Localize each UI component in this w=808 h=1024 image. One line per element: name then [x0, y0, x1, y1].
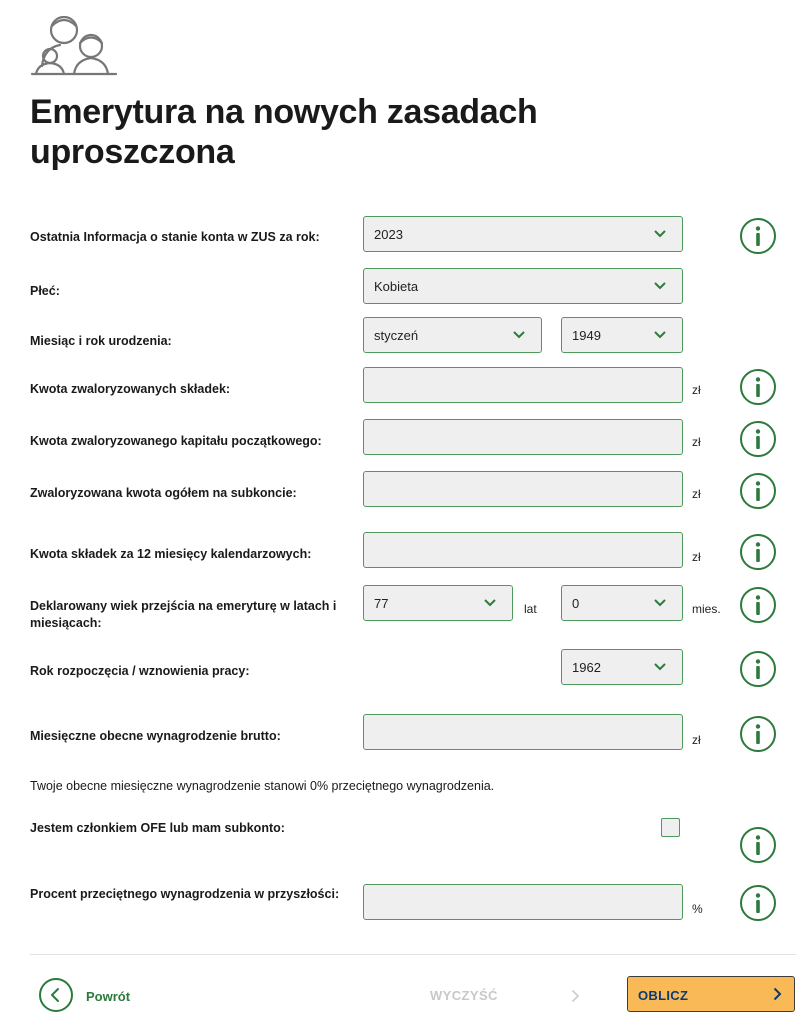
back-button[interactable]	[38, 977, 74, 1013]
retirement-age-label-line-1: Deklarowany wiek przejścia na emeryturę w latach i	[30, 599, 337, 613]
future-salary-percent-input[interactable]	[363, 884, 683, 920]
monthly-salary-label: Miesięczne obecne wynagrodzenie brutto:	[30, 729, 281, 743]
chevron-down-icon	[654, 331, 666, 339]
ofe-member-checkbox[interactable]	[661, 818, 680, 837]
initial-capital-input[interactable]	[363, 419, 683, 455]
currency-unit: zł	[692, 383, 701, 397]
calculate-button-label: OBLICZ	[638, 988, 689, 1003]
statement-year-label: Ostatnia Informacja o stanie konta w ZUS za rok:	[30, 230, 320, 244]
chevron-right-icon	[773, 987, 782, 1001]
chevron-down-icon	[654, 663, 666, 671]
contributions-12m-label: Kwota składek za 12 miesięcy kalendarzowych:	[30, 547, 312, 561]
currency-unit: zł	[692, 733, 701, 747]
salary-percentage-note: Twoje obecne miesięczne wynagrodzenie stanowi 0% przeciętnego wynagrodzenia.	[30, 779, 495, 793]
birth-date-label: Miesiąc i rok urodzenia:	[30, 334, 172, 348]
monthly-salary-input[interactable]	[363, 714, 683, 750]
chevron-down-icon	[654, 230, 666, 238]
retirement-years-value: 77	[374, 596, 389, 611]
work-start-year-label: Rok rozpoczęcia / wznowienia pracy:	[30, 664, 250, 678]
info-icon[interactable]	[739, 884, 777, 922]
valorized-contributions-label: Kwota zwaloryzowanych składek:	[30, 382, 231, 396]
gender-value: Kobieta	[374, 279, 419, 294]
subaccount-total-input[interactable]	[363, 471, 683, 507]
statement-year-select[interactable]	[363, 216, 683, 252]
chevron-down-icon	[484, 599, 496, 607]
birth-month-value: styczeń	[374, 328, 419, 343]
footer-divider	[30, 954, 796, 955]
work-start-year-value: 1962	[572, 660, 601, 675]
chevron-down-icon	[654, 282, 666, 290]
gender-select[interactable]	[363, 268, 683, 304]
future-salary-percent-label: Procent przeciętnego wynagrodzenia w przyszłości:	[30, 887, 340, 901]
page-title-line-2: uproszczona	[30, 133, 235, 171]
people-family-icon	[30, 10, 118, 76]
back-link[interactable]: Powrót	[86, 989, 131, 1004]
info-icon[interactable]	[739, 715, 777, 753]
years-unit: lat	[524, 602, 537, 616]
birth-month-select[interactable]	[363, 317, 542, 353]
currency-unit: zł	[692, 435, 701, 449]
info-icon[interactable]	[739, 826, 777, 864]
work-start-year-select[interactable]	[561, 649, 683, 685]
info-icon[interactable]	[739, 472, 777, 510]
retirement-months-select[interactable]	[561, 585, 683, 621]
subaccount-total-label: Zwaloryzowana kwota ogółem na subkoncie:	[30, 486, 297, 500]
retirement-age-label-line-2: miesiącach:	[30, 616, 102, 630]
clear-button[interactable]: WYCZYŚĆ	[430, 988, 498, 1003]
chevron-down-icon	[513, 331, 525, 339]
gender-label: Płeć:	[30, 284, 60, 298]
ofe-member-label: Jestem członkiem OFE lub mam subkonto:	[30, 821, 285, 835]
page-title	[30, 92, 537, 172]
valorized-contributions-input[interactable]	[363, 367, 683, 403]
statement-year-value: 2023	[374, 227, 403, 242]
page-title-line-1: Emerytura na nowych zasadach	[30, 93, 538, 131]
info-icon[interactable]	[739, 650, 777, 688]
currency-unit: zł	[692, 487, 701, 501]
info-icon[interactable]	[739, 586, 777, 624]
contributions-12m-input[interactable]	[363, 532, 683, 568]
months-unit: mies.	[692, 602, 721, 616]
info-icon[interactable]	[739, 420, 777, 458]
calculate-button[interactable]	[627, 976, 795, 1012]
birth-year-value: 1949	[572, 328, 601, 343]
chevron-right-icon	[571, 989, 580, 1003]
info-icon[interactable]	[739, 533, 777, 571]
chevron-down-icon	[654, 599, 666, 607]
retirement-age-label	[30, 598, 336, 632]
birth-year-select[interactable]	[561, 317, 683, 353]
info-icon[interactable]	[739, 217, 777, 255]
retirement-months-value: 0	[572, 596, 580, 611]
info-icon[interactable]	[739, 368, 777, 406]
percent-unit: %	[692, 902, 703, 916]
currency-unit: zł	[692, 550, 701, 564]
retirement-years-select[interactable]	[363, 585, 513, 621]
initial-capital-label: Kwota zwaloryzowanego kapitału początkowego:	[30, 434, 322, 448]
